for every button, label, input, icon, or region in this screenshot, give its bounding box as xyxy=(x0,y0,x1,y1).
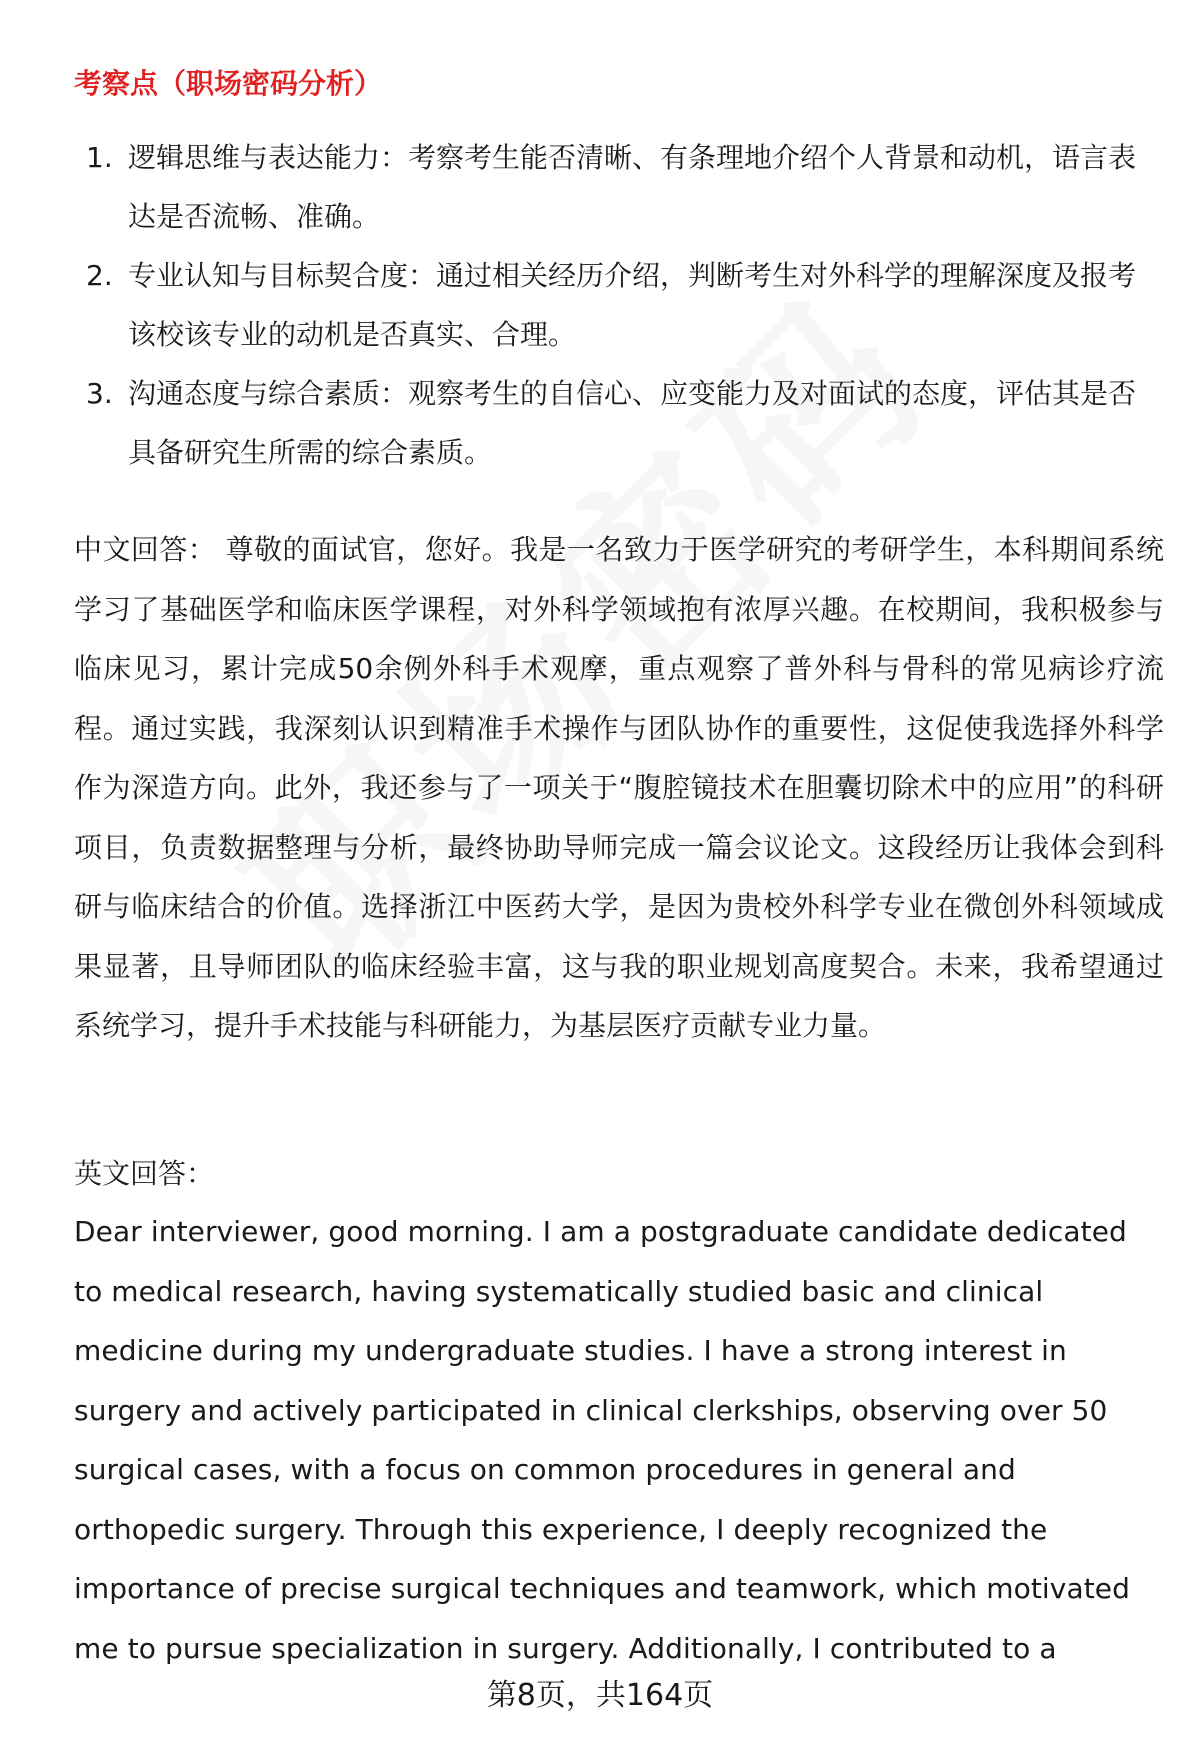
list-item-text: 专业认知与目标契合度：通过相关经历介绍，判断考生对外科学的理解深度及报考该校该专业的动机是否真实、合理。 xyxy=(128,259,1137,351)
chinese-answer-paragraph: 中文回答： 尊敬的面试官，您好。我是一名致力于医学研究的考研学生，本科期间系统学习了基础医学和临床医学课程，对外科学领域抱有浓厚兴趣。在校期间，我积极参与临床见习，累计完成50余例外科手术观摩，重点观察了普外科与骨科的常见病诊疗流程。通过实践，我深刻认识到精准手术操作与团队协作的重要性，这促使我选择外科学作为深造方向。此外，我还参与了一项关于“腹腔镜技术在胆囊切除术中的应用”的科研项目，负责数据整理与分析，最终协助导师完成一篇会议论文。这段经历让我体会到科研与临床结合的价值。选择浙江中医药大学，是因为贵校外科学专业在微创外科领域成果显著，且导师团队的临床经验丰富，这与我的职业规划高度契合。未来，我希望通过系统学习，提升手术技能与科研能力，为基层医疗贡献专业力量。 xyxy=(74,533,1164,1042)
english-answer-paragraph: Dear interviewer, good morning. I am a postgraduate candidate dedicated to medical research, having systematically studied basic and clinical medicine during my undergraduate studies. I have a strong interest in surgery and actively participated in clinical clerkships, observing over 50 surgical cases, with a focus on common procedures in general and orthopedic surgery. Through this experience, I deeply recognized the importance of precise surgical techniques and teamwork, which motivated me to pursue specialization in surgery. Additionally, I contributed to a xyxy=(74,1215,1131,1665)
list-item xyxy=(74,364,1154,482)
list-item xyxy=(74,246,1154,364)
list-item-number: 3. xyxy=(86,377,113,410)
list-item-text: 沟通态度与综合素质：观察考生的自信心、应变能力及对面试的态度，评估其是否具备研究生所需的综合素质。 xyxy=(128,377,1137,469)
assessment-points-list xyxy=(74,128,1154,482)
list-item-text: 逻辑思维与表达能力：考察考生能否清晰、有条理地介绍个人背景和动机，语言表达是否流畅、准确。 xyxy=(128,141,1137,233)
list-item-number: 2. xyxy=(86,259,113,292)
list-item xyxy=(74,128,1154,246)
section-title: 考察点（职场密码分析） xyxy=(74,67,383,100)
english-answer-label: 英文回答： xyxy=(74,1157,215,1190)
page-number-footer: 第8页，共164页 xyxy=(486,1678,714,1713)
list-item-number: 1. xyxy=(86,141,113,174)
